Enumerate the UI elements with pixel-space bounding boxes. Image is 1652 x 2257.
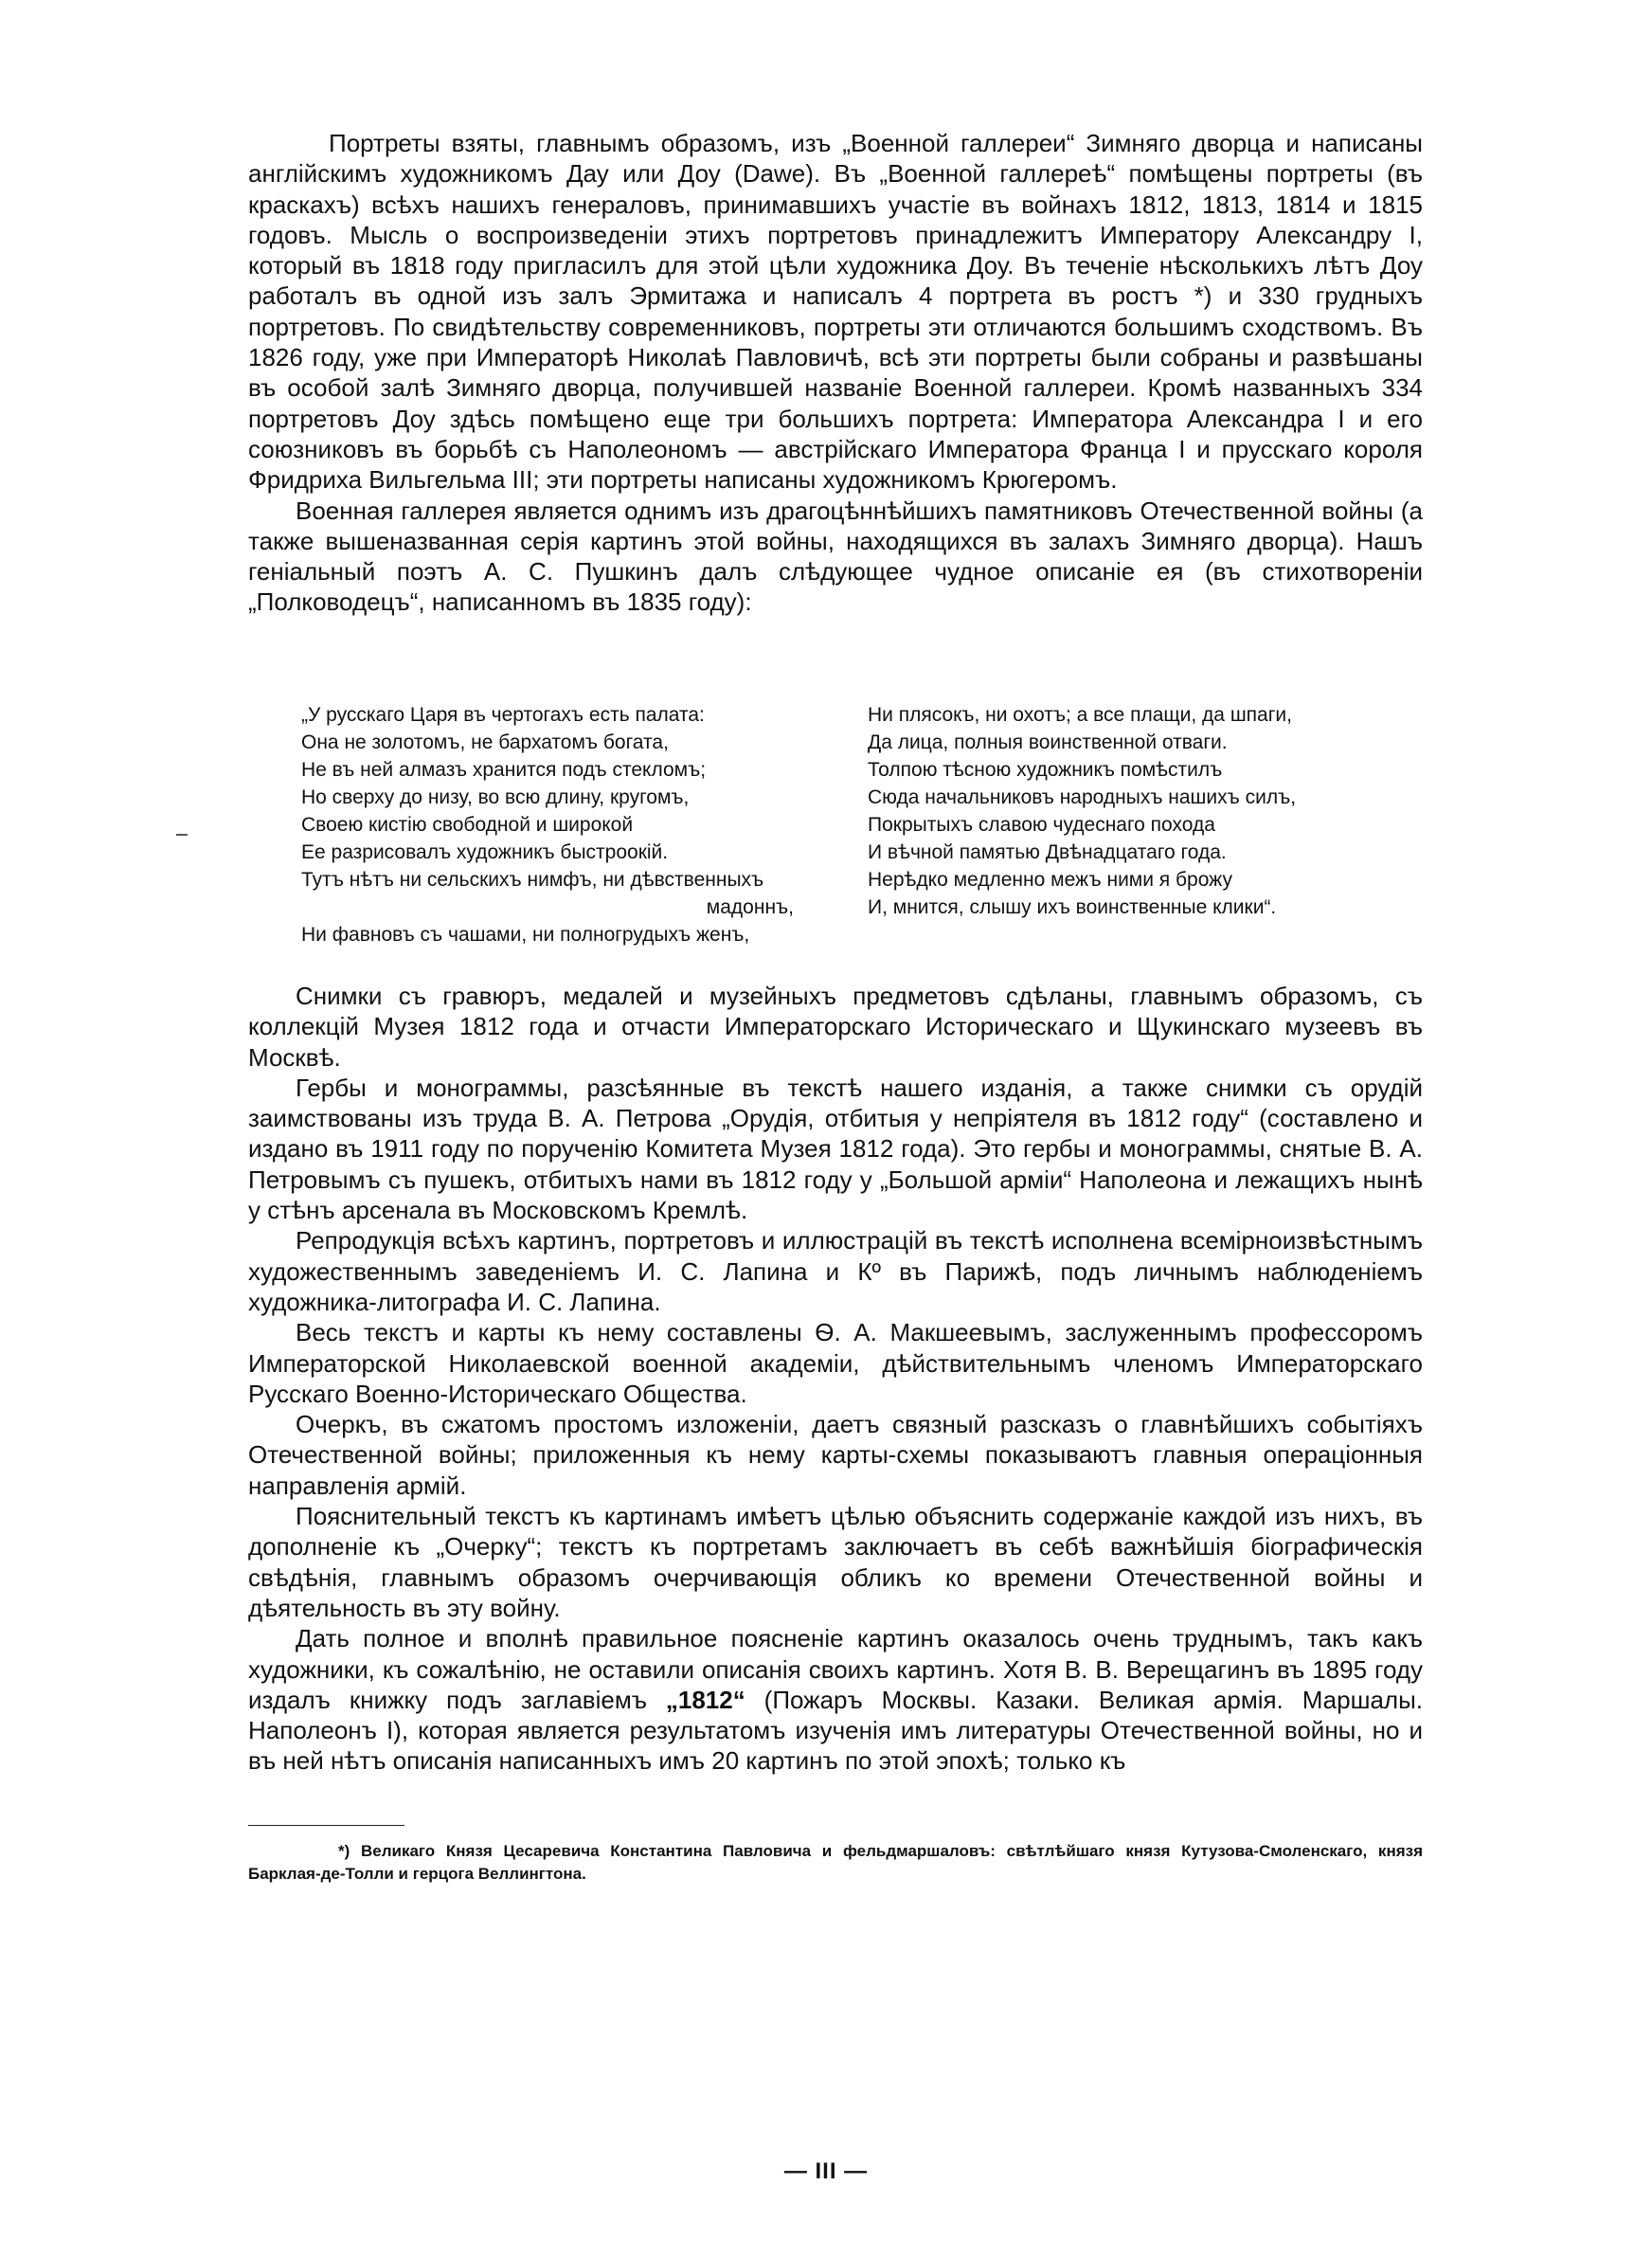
poem-right-column: [868, 701, 1398, 921]
poem-line: Тутъ нѣтъ ни сельскихъ нимфъ, ни дѣвственныхъ: [301, 869, 764, 891]
footnote-divider: [248, 1825, 404, 1826]
poem-line: Нерѣдко медленно межъ ними я брожу: [868, 869, 1232, 891]
paragraph-coats-of-arms: Гербы и монограммы, разсѣянные въ текстѣ нашего изданія, а также снимки съ орудій заимствованы изъ труда В. А. Петрова „Орудія, отбитыя у непріятеля въ 1812 году“ (составлено и издано въ 1911 году по порученію Комитета Музея 1812 года). Это гербы и монограммы, снятые В. А. Петровымъ съ пушекъ, отбитыхъ нами въ 1812 году у „Большой арміи“ Наполеона и лежащихъ нынѣ у стѣнъ арсенала въ Московскомъ Кремлѣ.: [248, 1073, 1423, 1225]
paragraph-vereshchagin-part-2: (Пожаръ Москвы. Казаки. Великая армія. Маршалы. Наполеонъ I), которая является результатомъ изученія имъ литературы Отечественной войны, но и въ ней нѣтъ описанія написанныхъ имъ 20 картинъ по этой эпохѣ; только къ: [248, 1685, 1423, 1776]
poem-line: И вѣчной памятью Двѣнадцатаго года.: [868, 841, 1227, 863]
poem-line: Не въ ней алмазъ хранится подъ стекломъ;: [301, 759, 707, 781]
paragraph-vereshchagin-part-1: Дать полное и вполнѣ правильное поясненіе картинъ оказалось очень труднымъ, такъ какъ художники, къ сожалѣнію, не оставили описанія своихъ картинъ. Хотя В. В. Верещагинъ въ 1895 году издалъ книжку подъ заглавіемъ: [248, 1624, 1423, 1714]
page-number: — III —: [783, 2158, 869, 2184]
poem-line: Ни плясокъ, ни охотъ; а все плащи, да шпаги,: [868, 704, 1292, 726]
poem-line: Толпою тѣсною художникъ помѣстилъ: [868, 759, 1223, 781]
poem-line: Но сверху до низу, во всю длину, кругомъ,: [301, 786, 690, 808]
intro-paragraph-1: Портреты взяты, главнымъ образомъ, изъ „Военной галлереи“ Зимняго дворца и написаны англійскимъ художникомъ Дау или Доу (Dawe). Въ „Военной галлереѣ“ помѣщены портреты (въ краскахъ) всѣхъ нашихъ генераловъ, принимавшихъ участіе въ войнахъ 1812, 1813, 1814 и 1815 годовъ. Мысль о воспроизведеніи этихъ портретовъ принадлежитъ Императору Александру I, который въ 1818 году пригласилъ для этой цѣли художника Доу. Въ теченіе нѣсколькихъ лѣтъ Доу работалъ въ одной изъ залъ Эрмитажа и написалъ 4 портрета въ ростъ *) и 330 грудныхъ портретовъ. По свидѣтельству современниковъ, портреты эти отличаются большимъ сходствомъ. Въ 1826 году, уже при Императорѣ Николаѣ Павловичѣ, всѣ эти портреты были собраны и развѣшаны въ особой залѣ Зимняго дворца, получившей названіе Военной галлереи. Кромѣ названныхъ 334 портретовъ Доу здѣсь помѣщено еще три большихъ портрета: Императора Александра I и его союзниковъ въ борьбѣ съ Наполеономъ — австрійскаго Императора Франца I и прусскаго короля Фридриха Вильгельма III; эти портреты написаны художникомъ Крюгеромъ.: [248, 129, 1423, 495]
poem-line: Сюда начальниковъ народныхъ нашихъ силъ,: [868, 786, 1297, 808]
poem-line: Ни фавновъ съ чашами, ни полногрудыхъ женъ,: [301, 924, 750, 946]
paragraph-essay: Очеркъ, въ сжатомъ простомъ изложеніи, даетъ связный разсказъ о главнѣйшихъ событіяхъ Отечественной войны; приложенныя къ нему карты-схемы показываютъ главныя операціонныя направленія армій.: [248, 1410, 1423, 1500]
poem-line-continuation: мадоннъ,: [706, 896, 794, 918]
paragraph-reproduction: Репродукція всѣхъ картинъ, портретовъ и иллюстрацій въ текстѣ исполнена всемірноизвѣстнымъ художественнымъ заведеніемъ И. С. Лапина и Кº въ Парижѣ, подъ личнымъ наблюденіемъ художника-литографа И. С. Лапина.: [248, 1226, 1423, 1316]
poem-left-column: [301, 701, 851, 948]
poem-line: И, мнится, слышу ихъ воинственные клики“.: [868, 896, 1277, 918]
stray-dash-mark: [176, 834, 188, 836]
book-title-1812: „1812“: [665, 1685, 745, 1714]
paragraph-authorship: Весь текстъ и карты къ нему составлены Ѳ. А. Макшеевымъ, заслуженнымъ профессоромъ Императорской Николаевской военной академіи, дѣйствительнымъ членомъ Императорскаго Русскаго Военно-Историческаго Общества.: [248, 1318, 1423, 1408]
intro-paragraph-2: Военная галлерея является однимъ изъ драгоцѣннѣйшихъ памятниковъ Отечественной войны (а также вышеназванная серія картинъ этой войны, находящихся въ залахъ Зимняго дворца). Нашъ геніальный поэтъ А. С. Пушкинъ далъ слѣдующее чудное описаніе ея (въ стихотвореніи „Полководецъ“, написанномъ въ 1835 году):: [248, 496, 1423, 617]
poem-line: „У русскаго Царя въ чертогахъ есть палата:: [301, 704, 705, 726]
poem-line: Покрытыхъ славою чудеснаго похода: [868, 814, 1215, 836]
paragraph-photos: Снимки съ гравюръ, медалей и музейныхъ предметовъ сдѣланы, главнымъ образомъ, съ коллекцій Музея 1812 года и отчасти Императорскаго Историческаго и Щукинскаго музеевъ въ Москвѣ.: [248, 982, 1423, 1072]
poem-line: Ее разрисовалъ художникъ быстроокій.: [301, 841, 669, 863]
poem-line: Она не золотомъ, не бархатомъ богата,: [301, 731, 669, 753]
poem-line: Своею кистію свободной и широкой: [301, 814, 634, 836]
poem-line: Да лица, полныя воинственной отваги.: [868, 731, 1228, 753]
intro-text: [248, 128, 1423, 618]
footnote: *) Великаго Князя Цесаревича Константина Павловича и фельдмаршаловъ: свѣтлѣйшаго князя Кутузова-Смоленскаго, князя Барклая-де-Толли и герцога Веллингтона.: [248, 1842, 1423, 1883]
paragraph-explanatory-text: Пояснительный текстъ къ картинамъ имѣетъ цѣлью объяснить содержаніе каждой изъ нихъ, въ дополненіе къ „Очерку“; текстъ къ портретамъ заключаетъ въ себѣ важнѣйшія біографическія свѣдѣнія, главнымъ образомъ очерчивающія обликъ ко времени Отечественной войны и дѣятельность въ эту войну.: [248, 1502, 1423, 1622]
main-text: [248, 981, 1423, 1777]
paragraph-vereshchagin: [248, 1623, 1423, 1776]
